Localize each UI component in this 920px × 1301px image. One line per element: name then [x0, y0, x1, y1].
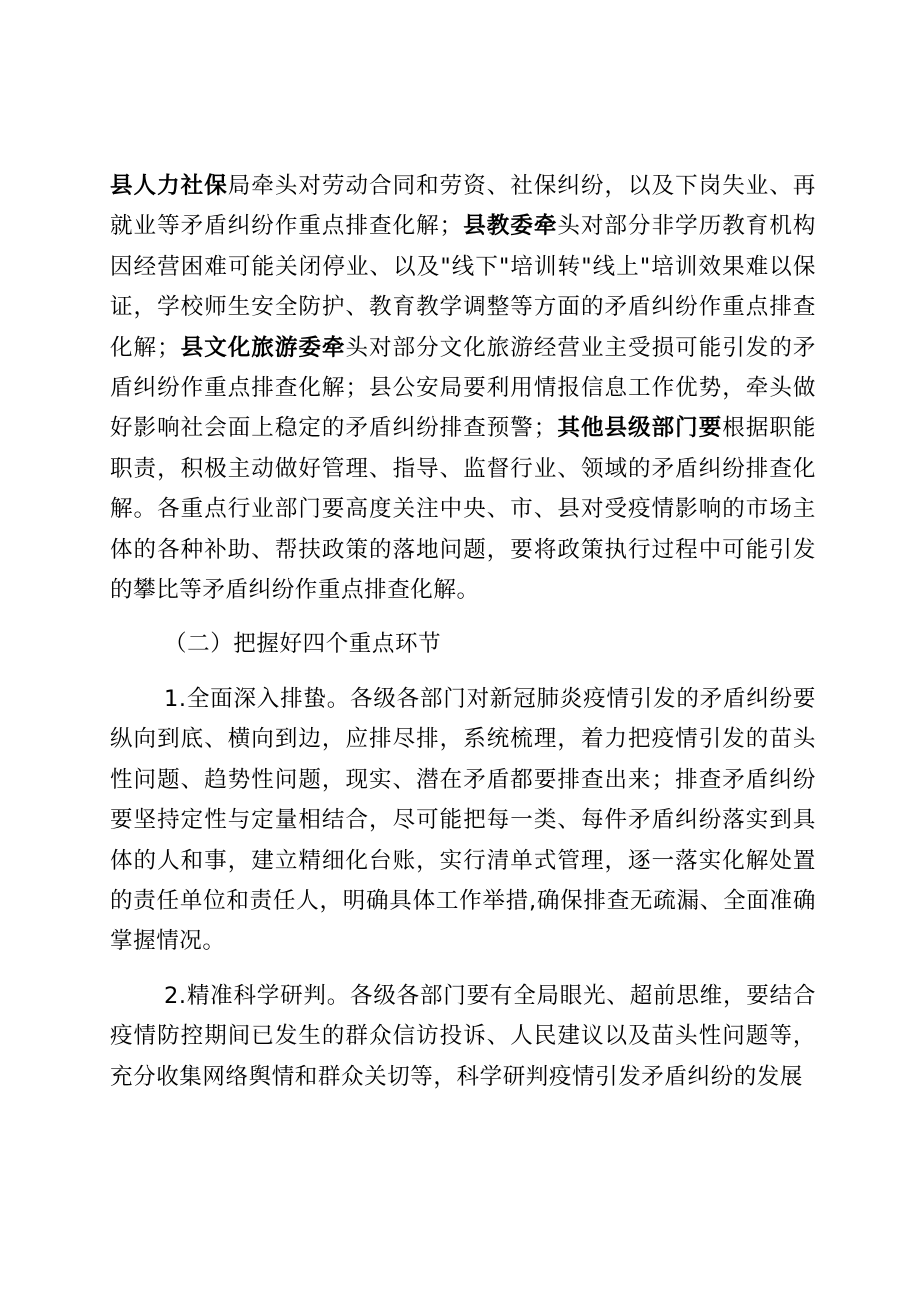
body-text: 头对部分非学历教育机构因经营困难可能关闭停业、以及"线下"培训转"线上"培训效果难以保证，学校师生安全防护、教育教学调整等方面的矛盾纠纷作重点排查化解；	[110, 213, 816, 361]
bold-text-hr-social-security: 县人力社保	[110, 173, 228, 199]
paragraph-department-duties	[110, 166, 816, 610]
bold-text-other-departments: 其他县级部门要	[556, 415, 723, 442]
bold-text-education-commission: 县教委牵	[462, 213, 558, 240]
body-text: 根据职能职责，积极主动做好管理、指导、监督行业、领域的矛盾纠纷排查化解。各重点行业部门要高度关注中央、市、县对受疫情影响的市场主体的各种补助、帮扶政策的落地问题，要将政策执行过程中可能引发的攀比等矛盾纠纷作重点排查化解。	[110, 415, 817, 604]
section-heading: （二）把握好四个重点环节	[164, 631, 442, 658]
document-body	[110, 166, 816, 1097]
paragraph-comprehensive-screening: 1.全面深入排蛰。各级各部门对新冠肺炎疫情引发的矛盾纠纷要纵向到底、横向到边，应排尽排，系统梳理，着力把疫情引发的苗头性问题、趋势性问题，现实、潜在矛盾都要排查出来；排查矛盾纠纷要坚持定性与定量相结合，尽可能把每一类、每件矛盾纠纷落实到具体的人和事，建立精细化台账，实行清单式管理，逐一落实化解处置的责任单位和责任人，明确具体工作举措,确保排查无疏漏、全面准确掌握情况。	[110, 685, 816, 955]
paragraph-precise-analysis: 2.精准科学研判。各级各部门要有全局眼光、超前思维，要结合疫情防控期间已发生的群众信访投诉、人民建议以及苗头性问题等，充分收集网络舆情和群众关切等，科学研判疫情引发矛盾纠纷的发展	[110, 982, 816, 1090]
bold-text-culture-tourism-commission: 县文化旅游委牵	[180, 334, 346, 361]
body-text: 头对部分文化旅游经营业主受损可能引发的矛盾纠纷作重点排查化解；县公安局要利用情报信息工作优势，牵头做好影响社会面上稳定的矛盾纠纷排查预警；	[110, 334, 816, 442]
body-text: 局牵头对劳动合同和劳资、社保纠纷，以及下岗失业、再就业等矛盾纠纷作重点排查化解；	[110, 173, 816, 240]
